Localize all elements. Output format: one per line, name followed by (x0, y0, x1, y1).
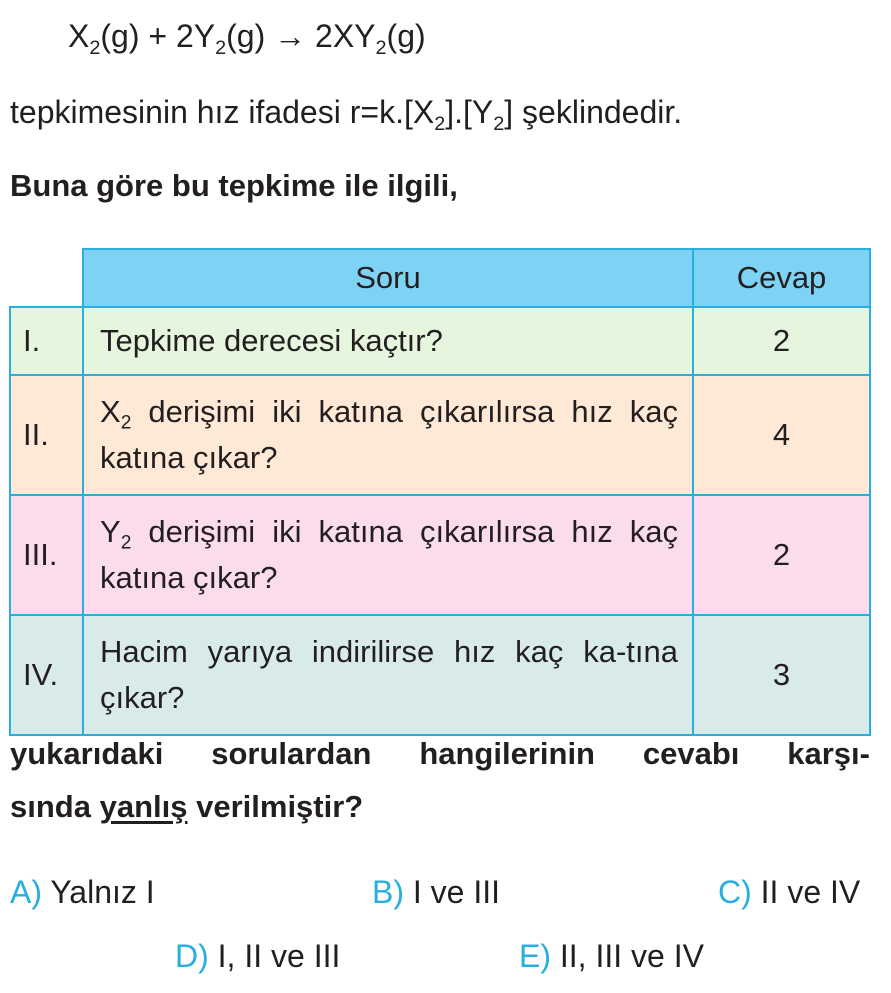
option-letter: E) (519, 938, 551, 974)
row-question (83, 495, 693, 615)
rate-expression (10, 94, 683, 135)
row-question (83, 375, 693, 495)
eq-x-sub: 2 (89, 36, 101, 59)
closing-word: sorulardan (211, 736, 372, 771)
table-header-row (10, 249, 870, 307)
row-question: Tepkime derecesi kaçtır? (83, 307, 693, 375)
option-text: II, III ve IV (559, 938, 704, 974)
row-number: II. (10, 375, 83, 495)
eq-part: (g) + 2Y (100, 18, 216, 54)
row-answer: 3 (693, 615, 870, 735)
option-text: Yalnız I (50, 874, 155, 910)
option-text: I, II ve III (217, 938, 341, 974)
eq-y-sub: 2 (215, 36, 227, 59)
eq-x: X (68, 18, 90, 54)
eq-part: (g) (386, 18, 426, 54)
option-c[interactable] (718, 874, 860, 911)
closing-word: karşı- (787, 736, 870, 771)
closing-word: hangilerinin (419, 736, 595, 771)
eq-xy-sub: 2 (375, 36, 387, 59)
eq-part: (g) → 2XY (226, 18, 376, 54)
option-letter: B) (372, 874, 404, 910)
row-question-symbol: X (100, 394, 121, 429)
option-letter: C) (718, 874, 752, 910)
table-row (10, 307, 870, 375)
row-answer: 2 (693, 495, 870, 615)
row-answer: 2 (693, 307, 870, 375)
row-number: III. (10, 495, 83, 615)
option-letter: D) (175, 938, 209, 974)
option-d[interactable] (175, 938, 340, 975)
row-question-text: derişimi iki katına çıkarılırsa hız kaç katına çıkar? (100, 394, 678, 475)
intro-sub: 2 (434, 112, 446, 135)
closing-word: cevabı (642, 736, 740, 771)
question-lead: Buna göre bu tepkime ile ilgili, (10, 168, 458, 203)
row-question: Hacim yarıya indirilirse hız kaç ka-tına çıkar? (83, 615, 693, 735)
closing-word: sında (10, 789, 91, 824)
reaction-equation (68, 18, 426, 59)
closing-word: yukarıdaki (10, 736, 164, 771)
option-text: I ve III (412, 874, 501, 910)
closing-word: verilmiştir? (196, 789, 364, 824)
intro-text: ].[Y (445, 94, 494, 130)
table-row (10, 615, 870, 735)
question-table (9, 248, 871, 736)
header-soru: Soru (83, 249, 693, 307)
question-line-1 (10, 736, 870, 772)
row-answer: 4 (693, 375, 870, 495)
option-text: II ve IV (760, 874, 861, 910)
header-cevap: Cevap (693, 249, 870, 307)
question-line-2 (10, 789, 363, 825)
table-corner (10, 249, 83, 307)
option-letter: A) (10, 874, 42, 910)
row-question-text: derişimi iki katına çıkarılırsa hız kaç katına çıkar? (100, 514, 678, 595)
table-row (10, 495, 870, 615)
option-e[interactable] (519, 938, 704, 975)
row-question-sub: 2 (120, 532, 132, 554)
intro-text: tepkimesinin hız ifadesi r=k.[X (10, 94, 435, 130)
row-question-sub: 2 (120, 412, 132, 434)
table-row (10, 375, 870, 495)
option-a[interactable] (10, 874, 155, 911)
row-number: I. (10, 307, 83, 375)
option-b[interactable] (372, 874, 500, 911)
underlined-word: yanlış (99, 789, 188, 824)
intro-sub: 2 (493, 112, 505, 135)
row-number: IV. (10, 615, 83, 735)
row-question-symbol: Y (100, 514, 121, 549)
intro-text: ] şeklindedir. (504, 94, 683, 130)
